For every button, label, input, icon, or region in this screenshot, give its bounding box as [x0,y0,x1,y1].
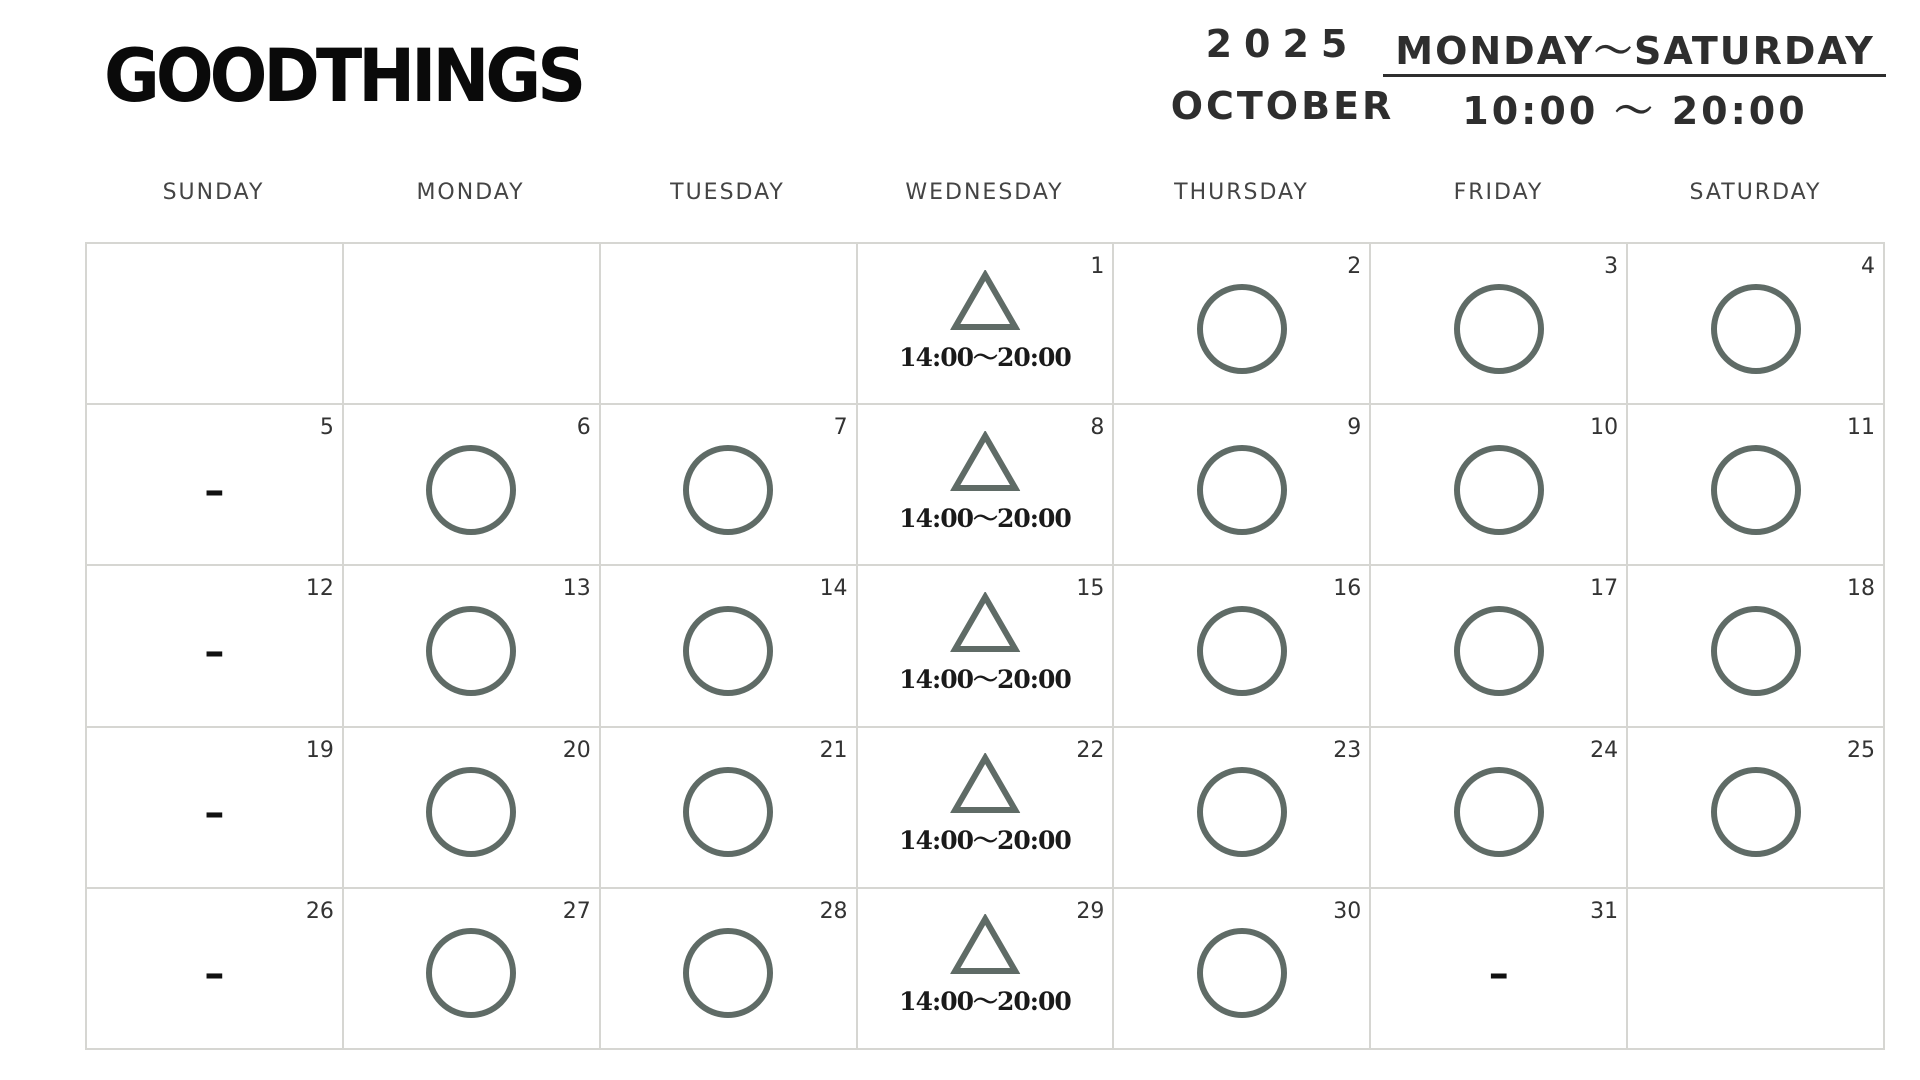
calendar-day-cell [344,566,601,727]
brand-logo: GOODTHINGS [104,34,583,120]
calendar-day-cell [858,728,1115,889]
calendar-day-cell [344,405,601,566]
open-circle-icon [1711,757,1801,857]
open-circle-icon [1711,596,1801,696]
circle-icon [1711,767,1801,857]
circle-icon [1454,284,1544,374]
closed-dash-icon: – [204,628,225,675]
partial-hours-text: 14:00〜20:00 [899,503,1071,533]
circle-icon [1711,445,1801,535]
triangle-icon [950,914,1020,976]
calendar-day-cell [87,566,344,727]
circle-icon [426,445,516,535]
day-number: 9 [1347,415,1362,441]
calendar-day-cell [601,728,858,889]
open-circle-icon [1454,596,1544,696]
day-number: 7 [833,415,848,441]
partial-hours-text: 14:00〜20:00 [899,826,1071,856]
open-circle-icon [1454,757,1544,857]
calendar-day-cell [858,244,1115,405]
weekday-monday: MONDAY [416,180,525,205]
circle-icon [683,928,773,1018]
triangle-icon [950,431,1020,493]
day-number: 4 [1861,254,1875,279]
open-circle-icon [1711,435,1801,535]
calendar-day-cell [1371,728,1628,889]
closed-mark [204,617,224,675]
day-number: 17 [1590,576,1619,602]
day-number: 8 [1090,415,1105,441]
header-divider [1383,74,1886,77]
calendar-day-cell [1628,405,1885,566]
day-number: 3 [1604,254,1619,279]
day-number: 19 [305,737,334,763]
calendar-month: OCTOBER [1170,84,1395,128]
day-number: 2 [1347,254,1362,279]
partial-hours-mark [899,435,1071,535]
open-circle-icon [1197,918,1287,1018]
calendar-day-cell [1371,244,1628,405]
closed-mark [1489,939,1509,997]
partial-hours-mark [899,757,1071,857]
weekday-tuesday: TUESDAY [670,180,785,205]
weekday-friday: FRIDAY [1453,180,1544,205]
open-circle-icon [1454,274,1544,374]
day-number: 31 [1590,898,1619,924]
day-number: 1 [1090,254,1105,279]
circle-icon [426,606,516,696]
circle-icon [683,445,773,535]
open-circle-icon [1197,757,1287,857]
day-number: 21 [819,737,848,763]
circle-icon [1197,767,1287,857]
closed-mark [204,939,224,997]
circle-icon [1454,606,1544,696]
open-circle-icon [1197,596,1287,696]
triangle-icon [950,270,1020,332]
circle-icon [426,928,516,1018]
calendar-day-cell [858,405,1115,566]
partial-hours-mark [899,918,1071,1018]
open-circle-icon [426,918,516,1018]
calendar-cell-empty [601,244,858,405]
calendar-day-cell [1114,566,1371,727]
day-number: 30 [1333,898,1362,924]
day-number: 24 [1590,737,1619,763]
day-number: 27 [562,898,591,924]
triangle-icon [950,592,1020,654]
day-number: 6 [576,415,591,441]
open-circle-icon [683,918,773,1018]
circle-icon [1711,284,1801,374]
open-circle-icon [1197,274,1287,374]
calendar-day-cell [601,566,858,727]
open-circle-icon [426,435,516,535]
calendar-day-cell [1371,405,1628,566]
partial-hours-text: 14:00〜20:00 [899,342,1071,372]
day-number: 15 [1076,576,1105,602]
calendar-day-cell [858,889,1115,1050]
day-number: 11 [1847,415,1875,441]
circle-icon [683,767,773,857]
closed-dash-icon: – [204,951,225,998]
day-number: 29 [1076,898,1105,924]
calendar-day-cell [1114,889,1371,1050]
calendar-day-cell [1628,566,1885,727]
calendar-day-cell [1114,244,1371,405]
calendar-cell-empty [344,244,601,405]
closed-mark [204,778,224,836]
circle-icon [1197,284,1287,374]
day-number: 16 [1333,576,1362,602]
calendar-cell-empty [87,244,344,405]
closed-dash-icon: – [204,467,225,514]
open-circle-icon [683,596,773,696]
partial-hours-text: 14:00〜20:00 [899,987,1071,1017]
circle-icon [1197,445,1287,535]
triangle-icon [950,753,1020,815]
day-number: 23 [1333,737,1362,763]
circle-icon [426,767,516,857]
circle-icon [1454,445,1544,535]
day-number: 14 [819,576,848,602]
circle-icon [1711,606,1801,696]
calendar-day-cell [344,728,601,889]
calendar-day-cell [601,405,858,566]
calendar-day-cell [87,889,344,1050]
weekday-header-row [85,180,1885,205]
calendar-day-cell [87,728,344,889]
day-number: 26 [305,898,334,924]
open-circle-icon [426,757,516,857]
open-circle-icon [683,435,773,535]
calendar-day-cell [1371,566,1628,727]
day-number: 22 [1076,737,1105,763]
circle-icon [683,606,773,696]
calendar-day-cell [1371,889,1628,1050]
calendar-day-cell [601,889,858,1050]
partial-hours-text: 14:00〜20:00 [899,664,1071,694]
day-number: 20 [562,737,591,763]
circle-icon [1197,928,1287,1018]
closed-dash-icon: – [1488,951,1509,998]
circle-icon [1454,767,1544,857]
day-number: 18 [1847,576,1875,602]
weekday-wednesday: WEDNESDAY [905,180,1064,205]
calendar-day-cell [1628,728,1885,889]
calendar-day-cell [1114,405,1371,566]
open-circle-icon [426,596,516,696]
open-circle-icon [1711,274,1801,374]
open-days: MONDAY〜SATURDAY [1395,29,1875,73]
open-circle-icon [1197,435,1287,535]
calendar-year: 2025 [1205,22,1360,66]
closed-dash-icon: – [204,790,225,837]
day-number: 25 [1847,737,1875,763]
calendar-day-cell [1628,244,1885,405]
weekday-saturday: SATURDAY [1689,180,1822,205]
day-number: 10 [1590,415,1619,441]
day-number: 13 [562,576,591,602]
weekday-sunday: SUNDAY [162,180,265,205]
partial-hours-mark [899,274,1071,374]
calendar-grid [85,242,1885,1050]
weekday-thursday: THURSDAY [1174,180,1309,205]
calendar-day-cell [344,889,601,1050]
circle-icon [1197,606,1287,696]
closed-mark [204,456,224,514]
partial-hours-mark [899,596,1071,696]
calendar-day-cell [858,566,1115,727]
calendar-day-cell [87,405,344,566]
opening-hours: 10:00 〜 20:00 [1462,89,1808,133]
open-circle-icon [683,757,773,857]
day-number: 28 [819,898,848,924]
calendar-day-cell [1114,728,1371,889]
open-circle-icon [1454,435,1544,535]
day-number: 12 [305,576,334,602]
calendar-cell-empty [1628,889,1885,1050]
day-number: 5 [319,415,334,441]
